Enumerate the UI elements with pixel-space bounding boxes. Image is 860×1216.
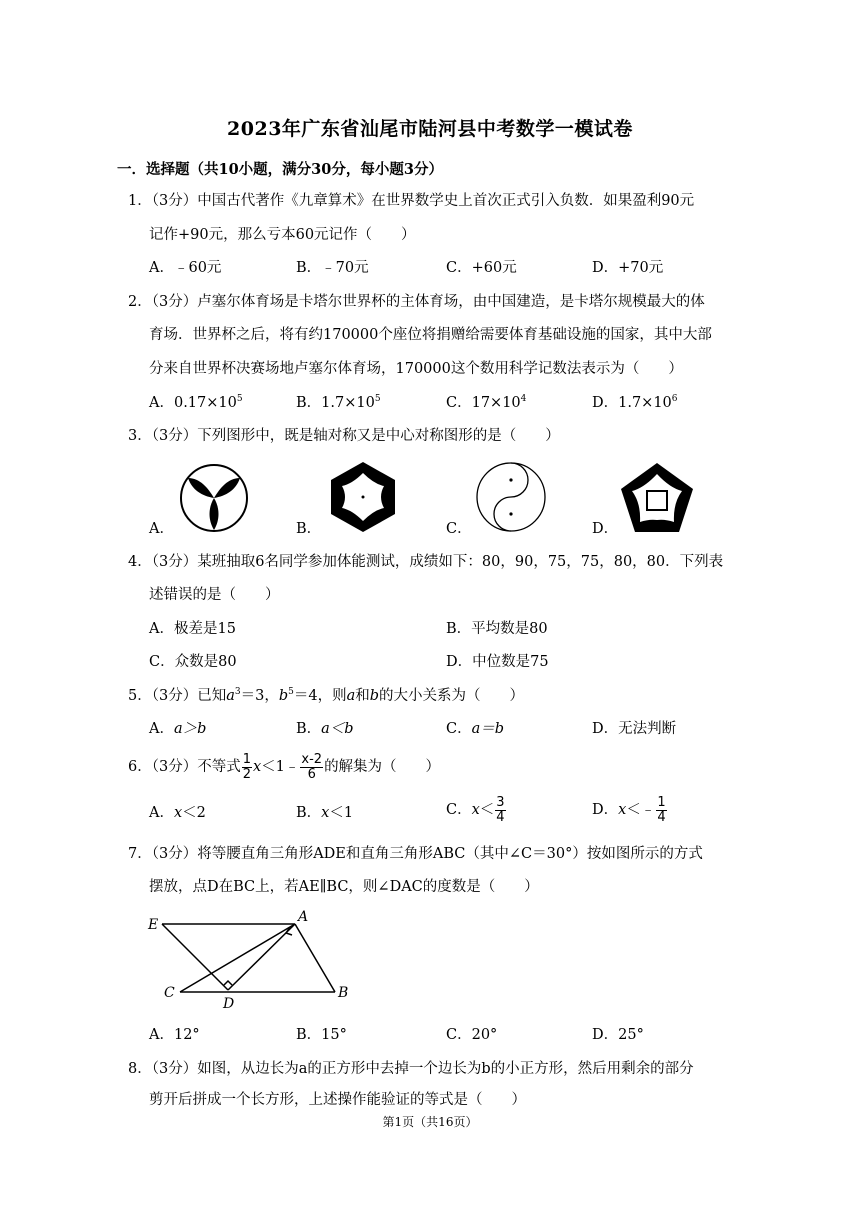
q7-option-c: C．20°: [446, 1027, 498, 1043]
q1-option-d: D．+70元: [592, 260, 664, 276]
q4-option-c: C．众数是80: [149, 654, 237, 670]
q1-line1: 1．（3分）中国古代著作《九章算术》在世界数学史上首次正式引入负数．如果盈利90元: [128, 193, 695, 209]
q6-fraction-1: $\frac{1}{2}$: [242, 751, 251, 782]
figure-three-petal-circle: [178, 462, 250, 534]
label-b: B: [338, 985, 349, 1001]
figure-pentagon-square: [620, 462, 694, 534]
page-footer: 第1页（共16页）: [382, 1115, 478, 1129]
q7-line2: 摆放，点D在BC上，若AE∥BC，则∠DAC的度数是（ ）: [149, 879, 539, 895]
q3-line1: 3．（3分）下列图形中，既是轴对称又是中心对称图形的是（ ）: [128, 428, 560, 444]
q4-option-a: A．极差是15: [149, 621, 236, 637]
q2-option-b: B．$1.7\times 10^5$: [296, 394, 381, 411]
q6-line1: 6．（3分）不等式 $\frac{1}{2}$ x＜1﹣ $\frac{x-2}{6}$ 的解集为（ ）: [128, 751, 441, 782]
q5-option-d: D．无法判断: [592, 721, 677, 737]
q6-option-c: C．x＜ $\frac{3}{4}$: [446, 794, 505, 825]
q7-geometry-figure: [140, 905, 360, 1015]
q1-option-c: C．+60元: [446, 260, 517, 276]
q7-option-b: B．15°: [296, 1027, 347, 1043]
q4-line2: 述错误的是（ ）: [149, 587, 280, 603]
exam-title: 2023年广东省汕尾市陆河县中考数学一模试卷: [227, 118, 633, 140]
q5-option-c: C．a＝b: [446, 721, 505, 737]
q4-line1: 4．（3分）某班抽取6名同学参加体能测试，成绩如下：80，90，75，75，80，80．下列表: [128, 554, 724, 570]
q3-option-c: C．: [446, 521, 472, 537]
q7-option-a: A．12°: [149, 1027, 200, 1043]
q1-option-a: A．﹣60元: [149, 260, 222, 276]
q6-fraction-2: $\frac{x-2}{6}$: [301, 751, 323, 782]
figure-hexagon-star: [326, 460, 400, 534]
q5-option-a: A．a＞b: [149, 721, 207, 737]
q3-option-d: D．: [592, 521, 619, 537]
q7-line1: 7．（3分）将等腰直角三角形ADE和直角三角形ABC（其中∠C＝30°）按如图所示的方式: [128, 846, 703, 862]
label-a: A: [298, 909, 309, 925]
q1-line2: 记作+90元，那么亏本60元记作（ ）: [149, 227, 416, 243]
q2-option-d: D．$1.7\times 10^6$: [592, 394, 678, 411]
q4-option-b: B．平均数是80: [446, 621, 548, 637]
q5-option-b: B．a＜b: [296, 721, 354, 737]
q2-option-c: C．$17\times 10^4$: [446, 394, 527, 411]
q2-option-a: A．$0.17\times 10^5$: [149, 394, 243, 411]
q2-line2: 育场．世界杯之后，将有约170000个座位将捐赠给需要体育基础设施的国家，其中大部: [149, 327, 712, 343]
q8-line2: 剪开后拼成一个长方形，上述操作能验证的等式是（ ）: [149, 1092, 526, 1108]
q1-option-b: B．﹣70元: [296, 260, 369, 276]
q5-line1: 5．（3分）已知$a^3=3$，$b^5=4$，则a和b的大小关系为（ ）: [128, 687, 525, 704]
q3-option-a: A．: [149, 521, 174, 537]
q6-option-d: D．x＜﹣ $\frac{1}{4}$: [592, 794, 666, 825]
q2-line3: 分来自世界杯决赛场地卢塞尔体育场，170000这个数用科学记数法表示为（ ）: [149, 361, 683, 377]
q4-option-d: D．中位数是75: [446, 654, 549, 670]
section-heading: 一．选择题（共10小题，满分30分，每小题3分）: [117, 161, 443, 178]
label-c: C: [164, 985, 175, 1001]
q2-line1: 2．（3分）卢塞尔体育场是卡塔尔世界杯的主体育场，由中国建造，是卡塔尔规模最大的体: [128, 294, 705, 310]
q6-option-a: A．x＜2: [149, 805, 206, 821]
figure-yin-yang: [474, 460, 548, 534]
q3-option-b: B．: [296, 521, 322, 537]
label-d: D: [223, 996, 235, 1012]
q6-option-b: B．x＜1: [296, 805, 354, 821]
q7-option-d: D．25°: [592, 1027, 644, 1043]
q8-line1: 8．（3分）如图，从边长为a的正方形中去掉一个边长为b的小正方形，然后用剩余的部分: [128, 1061, 694, 1077]
label-e: E: [148, 917, 159, 933]
